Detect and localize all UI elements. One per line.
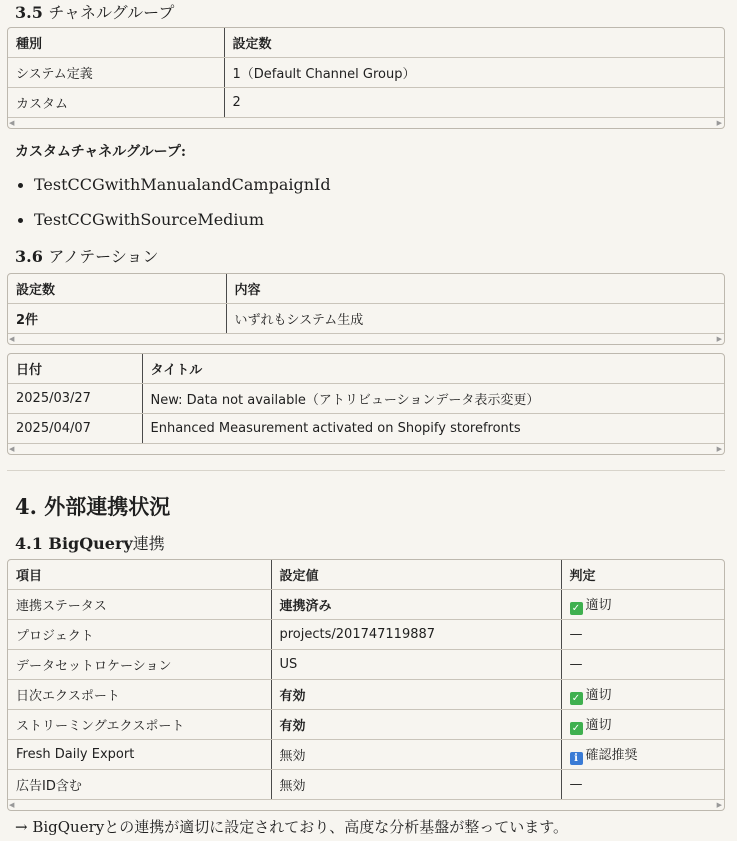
table-header: タイトル bbox=[142, 354, 724, 384]
custom-channel-group-label: カスタムチャネルグループ: bbox=[15, 144, 187, 160]
table-cell-judge bbox=[561, 680, 724, 710]
judge-label: — bbox=[569, 627, 583, 642]
table-header: 項目 bbox=[8, 560, 271, 590]
table-cell-judge bbox=[561, 770, 724, 800]
table-cell-item: データセットロケーション bbox=[8, 650, 271, 680]
check-icon: ✓ bbox=[570, 602, 583, 615]
section-number: 4. bbox=[15, 494, 37, 519]
custom-channel-group-list bbox=[15, 172, 331, 242]
table-header: 日付 bbox=[8, 354, 142, 384]
table-header: 内容 bbox=[226, 274, 724, 304]
section-title: 外部連携状況 bbox=[44, 494, 171, 519]
section-4-heading bbox=[15, 494, 170, 520]
table-cell: 1（Default Channel Group） bbox=[224, 58, 724, 88]
scroll-left-icon[interactable]: ◀ bbox=[9, 335, 15, 343]
table-cell: New: Data not available（アトリビューションデータ表示変更） bbox=[142, 384, 724, 414]
section-number: 3.6 bbox=[15, 247, 43, 266]
table-cell-value: 有効 bbox=[271, 710, 561, 740]
table-header: 判定 bbox=[561, 560, 724, 590]
judge-label: 適切 bbox=[585, 688, 612, 703]
table-cell: いずれもシステム生成 bbox=[234, 313, 364, 328]
table-header: 種別 bbox=[8, 28, 224, 58]
table-cell-item: 広告ID含む bbox=[8, 770, 271, 800]
judge-label: 適切 bbox=[585, 598, 612, 613]
table-cell-value: 無効 bbox=[271, 740, 561, 770]
horizontal-scrollbar[interactable] bbox=[8, 117, 724, 128]
table-cell-value: projects/201747119887 bbox=[271, 620, 561, 650]
check-icon: ✓ bbox=[570, 722, 583, 735]
bigquery-table bbox=[7, 559, 725, 811]
horizontal-scrollbar[interactable] bbox=[8, 799, 724, 810]
scroll-right-icon[interactable]: ▶ bbox=[716, 445, 722, 453]
list-item: TestCCGwithSourceMedium bbox=[15, 207, 331, 242]
section-4-1-heading bbox=[15, 534, 165, 554]
table-row bbox=[8, 650, 724, 680]
table-row bbox=[8, 88, 724, 118]
horizontal-scrollbar[interactable] bbox=[8, 333, 724, 344]
annotation-summary-table bbox=[7, 273, 725, 345]
table-row bbox=[8, 770, 724, 800]
scroll-left-icon[interactable]: ◀ bbox=[9, 801, 15, 809]
section-number: 3.5 bbox=[15, 3, 43, 22]
table-row bbox=[8, 384, 724, 414]
section-title: アノテーション bbox=[48, 247, 159, 266]
section-title-en: BigQuery bbox=[48, 534, 133, 553]
judge-label: 適切 bbox=[585, 718, 612, 733]
table-cell-item: ストリーミングエクスポート bbox=[8, 710, 271, 740]
section-number: 4.1 bbox=[15, 534, 43, 553]
table-cell-item: Fresh Daily Export bbox=[8, 740, 271, 770]
scroll-left-icon[interactable]: ◀ bbox=[9, 445, 15, 453]
table-cell-item: プロジェクト bbox=[8, 620, 271, 650]
table-cell-judge bbox=[561, 650, 724, 680]
scroll-right-icon[interactable]: ▶ bbox=[716, 335, 722, 343]
table-cell-judge bbox=[561, 620, 724, 650]
section-title-jp: 連携 bbox=[132, 534, 165, 553]
table-row bbox=[8, 620, 724, 650]
summary-note: → BigQueryとの連携が適切に設定されており、高度な分析基盤が整っています。 bbox=[15, 818, 569, 836]
table-cell: 2件 bbox=[8, 304, 226, 334]
section-3-5-heading bbox=[15, 3, 174, 23]
table-cell: 2 bbox=[232, 95, 241, 110]
table-row bbox=[8, 680, 724, 710]
scroll-left-icon[interactable]: ◀ bbox=[9, 119, 15, 127]
table-cell-value: 連携済み bbox=[271, 590, 561, 620]
channel-group-table bbox=[7, 27, 725, 129]
section-3-6-heading bbox=[15, 247, 159, 267]
list-item: TestCCGwithManualandCampaignId bbox=[15, 172, 331, 207]
table-cell-judge bbox=[561, 710, 724, 740]
judge-label: — bbox=[569, 777, 583, 792]
table-header: 設定値 bbox=[271, 560, 561, 590]
info-icon: i bbox=[570, 752, 583, 765]
table-cell: カスタム bbox=[8, 88, 224, 118]
table-row bbox=[8, 740, 724, 770]
table-cell-value: 無効 bbox=[271, 770, 561, 800]
table-cell-item: 連携ステータス bbox=[8, 590, 271, 620]
annotation-list-table bbox=[7, 353, 725, 455]
table-cell-value: 有効 bbox=[271, 680, 561, 710]
table-cell: 2025/03/27 bbox=[8, 384, 142, 414]
table-cell-judge bbox=[561, 740, 724, 770]
table-cell: システム定義 bbox=[8, 58, 224, 88]
table-header: 設定数 bbox=[8, 274, 226, 304]
table-row bbox=[8, 304, 724, 334]
table-cell: Enhanced Measurement activated on Shopify storefronts bbox=[150, 421, 521, 436]
table-cell-judge bbox=[561, 590, 724, 620]
table-row bbox=[8, 710, 724, 740]
section-divider bbox=[7, 470, 725, 471]
table-cell-item: 日次エクスポート bbox=[8, 680, 271, 710]
judge-label: 確認推奨 bbox=[585, 748, 638, 763]
horizontal-scrollbar[interactable] bbox=[8, 443, 724, 454]
table-cell-value: US bbox=[271, 650, 561, 680]
judge-label: — bbox=[569, 657, 583, 672]
table-row bbox=[8, 414, 724, 444]
section-title: チャネルグループ bbox=[48, 3, 175, 22]
table-row bbox=[8, 58, 724, 88]
check-icon: ✓ bbox=[570, 692, 583, 705]
table-row bbox=[8, 590, 724, 620]
scroll-right-icon[interactable]: ▶ bbox=[716, 801, 722, 809]
table-cell: 2025/04/07 bbox=[8, 414, 142, 444]
table-header: 設定数 bbox=[224, 28, 724, 58]
scroll-right-icon[interactable]: ▶ bbox=[716, 119, 722, 127]
